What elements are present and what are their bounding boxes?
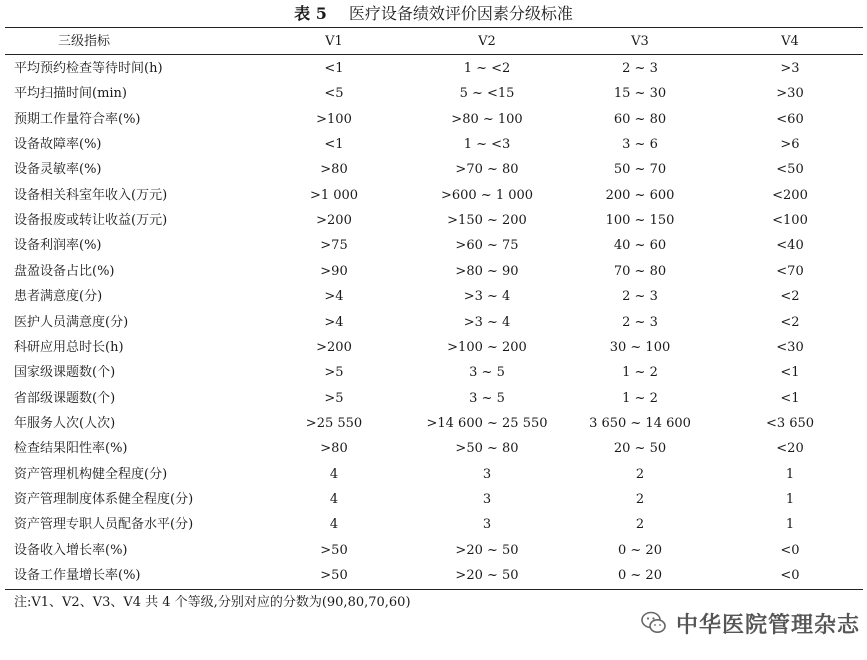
cell-v1: >80 [320, 441, 348, 457]
cell-v4: >6 [780, 137, 800, 153]
cell-v2: >60 ~ 75 [455, 238, 519, 254]
header-v2: V2 [478, 34, 496, 49]
cell-indicator: 设备工作量增长率(%) [14, 568, 141, 583]
cell-indicator: 资产管理制度体系健全程度(分) [14, 491, 194, 507]
table-caption: 医疗设备绩效评价因素分级标准 [348, 4, 573, 23]
cell-v3: 0 ~ 20 [618, 542, 662, 558]
cell-v2: >80 ~ 100 [451, 111, 523, 127]
cell-v3: 3 650 ~ 14 600 [589, 415, 691, 431]
cell-v1: >75 [320, 238, 348, 254]
cell-v1: >50 [320, 568, 348, 583]
table-row [0, 284, 867, 309]
cell-v3: 100 ~ 150 [605, 213, 675, 229]
cell-v2: 3 [482, 491, 492, 507]
table-row [0, 436, 867, 461]
cell-v1: >5 [324, 390, 344, 406]
header-v1: V1 [325, 34, 343, 49]
watermark-text: 中华医院管理杂志 [676, 612, 861, 638]
cell-v2: 3 ~ 5 [469, 390, 505, 406]
table-row [0, 462, 867, 487]
cell-v3: 2 ~ 3 [622, 314, 658, 330]
cell-v1: 4 [329, 466, 339, 482]
cell-indicator: 省部级课题数(个) [14, 390, 116, 406]
cell-v4: <1 [780, 365, 800, 381]
cell-indicator: 患者满意度(分) [14, 289, 103, 305]
cell-indicator: 检查结果阳性率(%) [14, 441, 128, 457]
cell-v4: >3 [780, 61, 800, 76]
cell-v2: >3 ~ 4 [463, 314, 511, 330]
table-row [0, 512, 867, 537]
cell-v2: 1 ~ <3 [463, 137, 511, 153]
cell-v2: >600 ~ 1 000 [440, 187, 534, 203]
cell-v3: 70 ~ 80 [613, 263, 667, 279]
cell-v2: >150 ~ 200 [447, 213, 527, 229]
cell-v3: 2 [635, 517, 645, 533]
cell-v3: 30 ~ 100 [609, 339, 671, 355]
table-row [0, 183, 867, 208]
cell-v3: 3 ~ 6 [622, 137, 658, 153]
cell-v2: 3 ~ 5 [469, 365, 505, 381]
cell-v1: >1 000 [309, 187, 359, 203]
cell-v1: >4 [324, 314, 344, 330]
cell-v3: 2 ~ 3 [622, 61, 658, 76]
cell-v1: <1 [324, 61, 344, 76]
cell-v4: >30 [776, 86, 804, 102]
cell-v1: 4 [329, 517, 339, 533]
table-row [0, 81, 867, 106]
cell-indicator: 设备相关科室年收入(万元) [14, 187, 168, 203]
cell-v3: 0 ~ 20 [618, 568, 662, 583]
table-row [0, 56, 867, 81]
cell-v4: 1 [785, 517, 795, 533]
cell-v1: 4 [329, 491, 339, 507]
cell-v3: 20 ~ 50 [613, 441, 667, 457]
table-row [0, 411, 867, 436]
table-header [0, 29, 867, 54]
table-row [0, 538, 867, 563]
cell-indicator: 国家级课题数(个) [14, 365, 116, 381]
cell-v4: <20 [776, 441, 804, 457]
cell-v4: <3 650 [765, 415, 815, 431]
table-number: 表 5 [294, 4, 327, 23]
cell-v2: 3 [482, 517, 492, 533]
top-rule [5, 27, 863, 28]
cell-v4: <30 [776, 339, 804, 355]
cell-v4: <2 [780, 289, 800, 305]
header-v4: V4 [781, 34, 799, 49]
cell-v4: <70 [776, 263, 804, 279]
cell-v2: >70 ~ 80 [455, 162, 519, 178]
cell-v3: 2 [635, 491, 645, 507]
table-row [0, 386, 867, 411]
cell-v2: >20 ~ 50 [455, 542, 519, 558]
table-row [0, 107, 867, 132]
cell-v4: <2 [780, 314, 800, 330]
header-indicator: 三级指标 [58, 34, 111, 49]
cell-v2: >14 600 ~ 25 550 [426, 415, 548, 431]
cell-v1: >50 [320, 542, 348, 558]
cell-v4: <100 [772, 213, 808, 229]
table-row [0, 233, 867, 258]
cell-v2: >100 ~ 200 [447, 339, 527, 355]
cell-indicator: 科研应用总时长(h) [14, 339, 124, 355]
table-row [0, 335, 867, 360]
cell-v1: >5 [324, 365, 344, 381]
watermark [640, 605, 860, 641]
cell-indicator: 资产管理专职人员配备水平(分) [14, 517, 194, 533]
cell-v3: 50 ~ 70 [613, 162, 667, 178]
cell-indicator: 盘盈设备占比(%) [14, 263, 115, 279]
cell-indicator: 预期工作量符合率(%) [14, 111, 141, 127]
bottom-rule [5, 589, 863, 590]
cell-v4: <1 [780, 390, 800, 406]
table-row [0, 310, 867, 335]
wechat-icon [640, 609, 668, 637]
cell-v1: >100 [316, 111, 352, 127]
cell-v4: <200 [772, 187, 808, 203]
cell-v2: >3 ~ 4 [463, 289, 511, 305]
table-row [0, 259, 867, 284]
table-note: 注:V1、V2、V3、V4 共 4 个等级,分别对应的分数为(90,80,70,60) [14, 595, 411, 610]
cell-v2: >50 ~ 80 [455, 441, 519, 457]
cell-indicator: 平均扫描时间(min) [14, 86, 128, 102]
table-title [0, 4, 867, 24]
cell-indicator: 资产管理机构健全程度(分) [14, 466, 168, 482]
cell-v4: <0 [780, 568, 800, 583]
cell-v1: >200 [316, 213, 352, 229]
table-row [0, 132, 867, 157]
cell-v3: 2 ~ 3 [622, 289, 658, 305]
cell-indicator: 设备灵敏率(%) [14, 162, 102, 178]
cell-v1: >4 [324, 289, 344, 305]
table-row [0, 360, 867, 385]
cell-v3: 40 ~ 60 [613, 238, 667, 254]
cell-v1: <1 [324, 137, 344, 153]
cell-v1: >80 [320, 162, 348, 178]
cell-indicator: 医护人员满意度(分) [14, 314, 129, 330]
cell-v2: 5 ~ <15 [459, 86, 515, 102]
cell-v2: 3 [482, 466, 492, 482]
cell-indicator: 设备故障率(%) [14, 137, 102, 153]
table-row [0, 563, 867, 588]
cell-indicator: 平均预约检查等待时间(h) [14, 61, 163, 76]
table-row [0, 487, 867, 512]
cell-v3: 1 ~ 2 [622, 365, 658, 381]
cell-indicator: 设备报废或转让收益(万元) [14, 213, 168, 229]
cell-v3: 200 ~ 600 [605, 187, 675, 203]
cell-v4: 1 [785, 491, 795, 507]
cell-v4: <50 [776, 162, 804, 178]
cell-v3: 15 ~ 30 [613, 86, 667, 102]
cell-indicator: 年服务人次(人次) [14, 415, 116, 431]
header-v3: V3 [631, 34, 649, 49]
cell-v3: 1 ~ 2 [622, 390, 658, 406]
cell-v2: >80 ~ 90 [455, 263, 519, 279]
cell-indicator: 设备收入增长率(%) [14, 542, 128, 558]
cell-v4: <0 [780, 542, 800, 558]
cell-v2: 1 ~ <2 [463, 61, 511, 76]
cell-v1: <5 [324, 86, 344, 102]
cell-v4: 1 [785, 466, 795, 482]
cell-v2: >20 ~ 50 [455, 568, 519, 583]
cell-v4: <60 [776, 111, 804, 127]
cell-v1: >90 [320, 263, 348, 279]
table-row [0, 157, 867, 182]
cell-v1: >200 [316, 339, 352, 355]
cell-indicator: 设备利润率(%) [14, 238, 102, 254]
cell-v4: <40 [776, 238, 804, 254]
header-rule [5, 54, 863, 55]
cell-v1: >25 550 [305, 415, 363, 431]
table-row [0, 208, 867, 233]
cell-v3: 60 ~ 80 [613, 111, 667, 127]
cell-v3: 2 [635, 466, 645, 482]
